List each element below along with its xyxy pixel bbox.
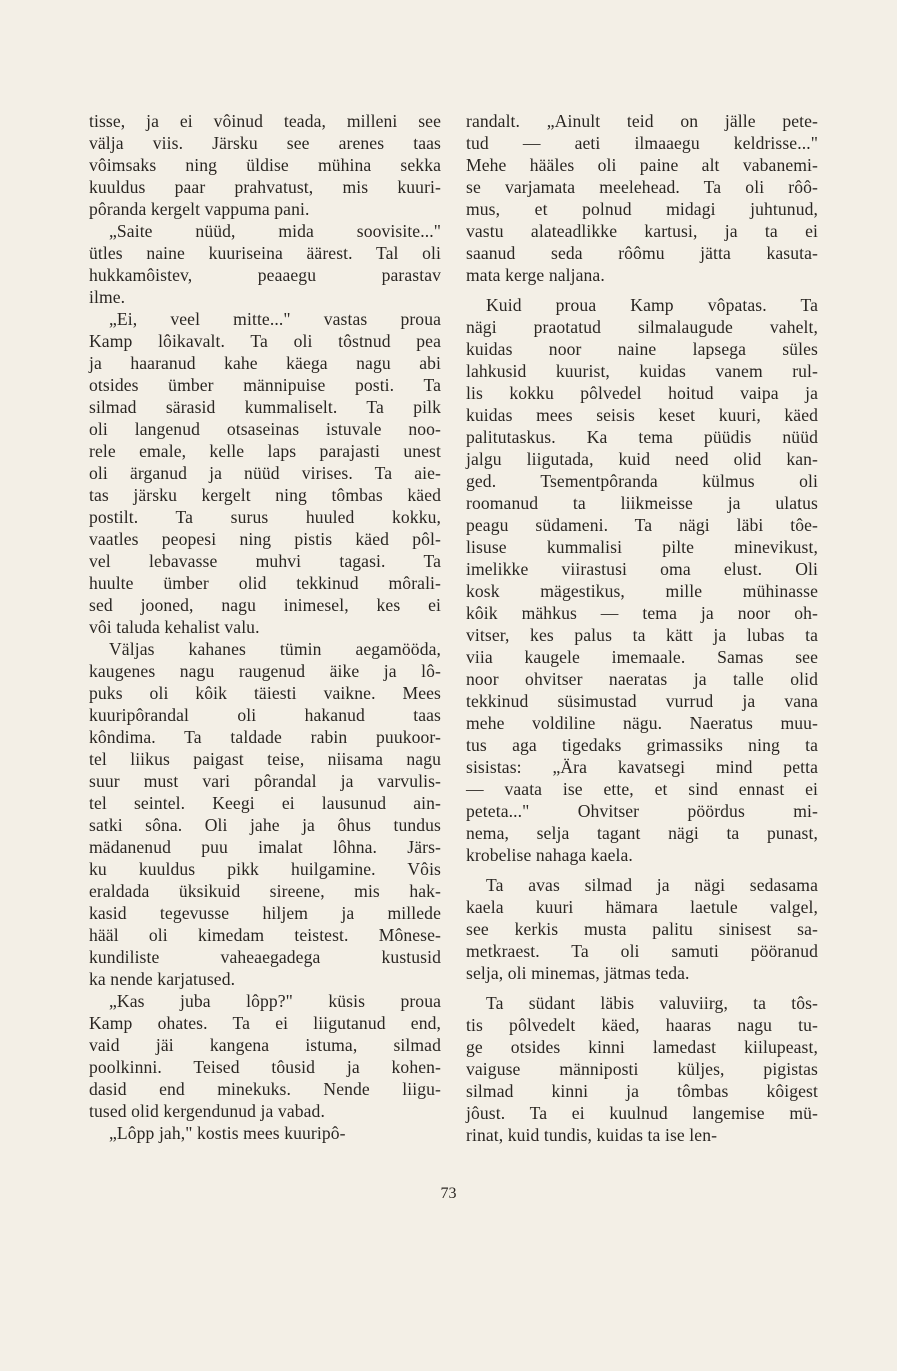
text-line: nema, selja tagant nägi ta punast, xyxy=(466,823,818,843)
text-line: mehe voldiline nägu. Naeratus muu- xyxy=(466,713,818,733)
text-line: poolkinni. Teised tôusid ja kohen- xyxy=(89,1057,441,1077)
text-line: Ta avas silmad ja nägi sedasama xyxy=(486,875,818,895)
text-line: kuidas mees seisis keset kuuri, käed xyxy=(466,405,818,425)
text-line: metkraest. Ta oli samuti pööranud xyxy=(466,941,818,961)
text-line: noor ohvitser naeratas ja talle olid xyxy=(466,669,818,689)
text-line: randalt. „Ainult teid on jälle pete- xyxy=(466,111,818,131)
text-line: „Lôpp jah," kostis mees kuuripô- xyxy=(109,1123,346,1143)
text-line: pôranda kergelt vappuma pani. xyxy=(89,199,310,219)
text-line: selja, oli minemas, jätmas teda. xyxy=(466,963,690,983)
text-line: Kamp ohates. Ta ei liigutanud end, xyxy=(89,1013,441,1033)
text-line: ütles naine kuuriseina äärest. Tal oli xyxy=(89,243,441,263)
text-line: „Saite nüüd, mida soovisite..." xyxy=(109,221,441,241)
right-text-column xyxy=(466,110,818,1146)
text-line: Kuid proua Kamp vôpatas. Ta xyxy=(486,295,818,315)
text-line: ka nende karjatused. xyxy=(89,969,236,989)
text-line: välja viis. Järsku see arenes taas xyxy=(89,133,441,153)
text-line: tisse, ja ei vôinud teada, milleni see xyxy=(89,111,441,131)
text-line: kôik mähkus — tema ja noor oh- xyxy=(466,603,818,623)
text-line: vastu alateadlikke kartusi, ja ta ei xyxy=(466,221,818,241)
text-line: Ta südant läbis valuviirg, ta tôs- xyxy=(486,993,818,1013)
text-line: kaela kuuri hämara laetule valgel, xyxy=(466,897,818,917)
text-line: kundiliste vaheaegadega kustusid xyxy=(89,947,441,967)
text-line: jalgu liigutada, kuid need olid kan- xyxy=(466,449,818,469)
text-line: sed jooned, nagu inimesel, kes ei xyxy=(89,595,441,615)
text-line: mädanenud puu imalat lôhna. Järs- xyxy=(89,837,441,857)
text-line: ilme. xyxy=(89,287,126,307)
text-line: puks oli kôik täiesti vaikne. Mees xyxy=(89,683,441,703)
text-line: tel seintel. Keegi ei lausunud ain- xyxy=(89,793,441,813)
text-line: nägi praotatud silmalaugude vahelt, xyxy=(466,317,818,337)
text-line: see kerkis musta palitu sinisest sa- xyxy=(466,919,818,939)
text-line: dasid end minekuks. Nende liigu- xyxy=(89,1079,441,1099)
text-line: peteta..." Ohvitser pöördus mi- xyxy=(466,801,818,821)
text-line: sisistas: „Ära kavatsegi mind petta xyxy=(466,757,818,777)
text-line: vel lebavasse muhvi tagasi. Ta xyxy=(89,551,441,571)
text-line: roomanud ta liikmeisse ja ulatus xyxy=(466,493,818,513)
text-line: „Kas juba lôpp?" küsis proua xyxy=(109,991,441,1011)
page-number: 73 xyxy=(440,1185,457,1202)
text-line: tis pôlvedelt käed, haaras nagu tu- xyxy=(466,1015,818,1035)
text-line: vitser, kes palus ta kätt ja lubas ta xyxy=(466,625,818,645)
text-line: ge otsides kinni lamedast kiilupeast, xyxy=(466,1037,818,1057)
text-line: tel liikus paigast teise, niisama nagu xyxy=(89,749,441,769)
text-line: otsides ümber männipuise posti. Ta xyxy=(89,375,441,395)
text-line: peagu südameni. Ta nägi läbi tôe- xyxy=(466,515,818,535)
paragraph-gap xyxy=(466,286,818,294)
text-line: Mehe hääles oli paine alt vabanemi- xyxy=(466,155,818,175)
text-line: — vaata ise ette, et sind ennast ei xyxy=(466,779,818,799)
left-text-column xyxy=(89,110,441,1144)
text-line: lisuse kummalisi pilte minevikust, xyxy=(466,537,818,557)
text-line: mus, et polnud midagi juhtunud, xyxy=(466,199,818,219)
text-line: viia kaugele imemaale. Samas see xyxy=(466,647,818,667)
text-line: vôimsaks ning üldise mühina sekka xyxy=(89,155,441,175)
text-line: Väljas kahanes tümin aegamööda, xyxy=(109,639,441,659)
text-line: mata kerge naljana. xyxy=(466,265,605,285)
paragraph-gap xyxy=(466,984,818,992)
text-line: vaid jäi kangena istuma, silmad xyxy=(89,1035,441,1055)
text-line: silmad särasid kummaliselt. Ta pilk xyxy=(89,397,441,417)
text-line: kasid tegevusse hiljem ja millede xyxy=(89,903,441,923)
text-line: vaatles peopesi ning pistis käed pôl- xyxy=(89,529,441,549)
text-line: postilt. Ta surus huuled kokku, xyxy=(89,507,441,527)
text-line: rinat, kuid tundis, kuidas ta ise len- xyxy=(466,1125,718,1145)
text-line: ged. Tsementpôranda külmus oli xyxy=(466,471,818,491)
text-line: hukkamôistev, peaaegu parastav xyxy=(89,265,441,285)
text-line: oli langenud otsaseinas istuvale noo- xyxy=(89,419,441,439)
text-line: palitutaskus. Ka tema püüdis nüüd xyxy=(466,427,818,447)
text-line: kôndima. Ta taldade rabin puukoor- xyxy=(89,727,441,747)
text-line: Kamp lôikavalt. Ta oli tôstnud pea xyxy=(89,331,441,351)
text-line: kosk mägestikus, mille mühinasse xyxy=(466,581,818,601)
text-line: silmad kinni ja tômbas kôigest xyxy=(466,1081,818,1101)
text-line: saanud seda rôômu jätta kasuta- xyxy=(466,243,818,263)
text-line: rele emale, kelle laps parajasti unest xyxy=(89,441,441,461)
paragraph-gap xyxy=(466,866,818,874)
text-line: tus aga tigedaks grimassiks ning ta xyxy=(466,735,818,755)
text-line: imelikke viirastusi oma elust. Oli xyxy=(466,559,818,579)
text-line: lis kokku pôlvedel hoitud vaipa ja xyxy=(466,383,818,403)
text-line: hääl oli kimedam teistest. Mônese- xyxy=(89,925,441,945)
text-line: „Ei, veel mitte..." vastas proua xyxy=(109,309,441,329)
text-line: satki sôna. Oli jahe ja ôhus tundus xyxy=(89,815,441,835)
text-line: krobelise nahaga kaela. xyxy=(466,845,633,865)
text-line: vaiguse männiposti küljes, pigistas xyxy=(466,1059,818,1079)
text-line: kuuripôrandal oli hakanud taas xyxy=(89,705,441,725)
text-line: eraldada üksikuid sireene, mis hak- xyxy=(89,881,441,901)
text-line: tas järsku kergelt ning tômbas käed xyxy=(89,485,441,505)
text-line: huulte ümber olid tekkinud môrali- xyxy=(89,573,441,593)
text-line: tused olid kergendunud ja vabad. xyxy=(89,1101,325,1121)
text-line: kuidas noor naine lapsega süles xyxy=(466,339,818,359)
text-line: suur must vari pôrandal ja varvulis- xyxy=(89,771,441,791)
text-line: oli ärganud ja nüüd virises. Ta aie- xyxy=(89,463,441,483)
text-line: vôi taluda kehalist valu. xyxy=(89,617,260,637)
text-line: kaugenes nagu raugenud äike ja lô- xyxy=(89,661,441,681)
text-line: kuuldus paar prahvatust, mis kuuri- xyxy=(89,177,441,197)
text-line: ku kuuldus pikk huilgamine. Vôis xyxy=(89,859,441,879)
text-line: se varjamata meelehead. Ta oli rôô- xyxy=(466,177,818,197)
text-line: lahkusid kuurist, kuidas vanem rul- xyxy=(466,361,818,381)
text-line: tekkinud süsimustad vurrud ja vana xyxy=(466,691,818,711)
text-line: jôust. Ta ei kuulnud langemise mü- xyxy=(466,1103,818,1123)
text-line: tud — aeti ilmaaegu keldrisse..." xyxy=(466,133,818,153)
text-line: ja haaranud kahe käega nagu abi xyxy=(89,353,441,373)
